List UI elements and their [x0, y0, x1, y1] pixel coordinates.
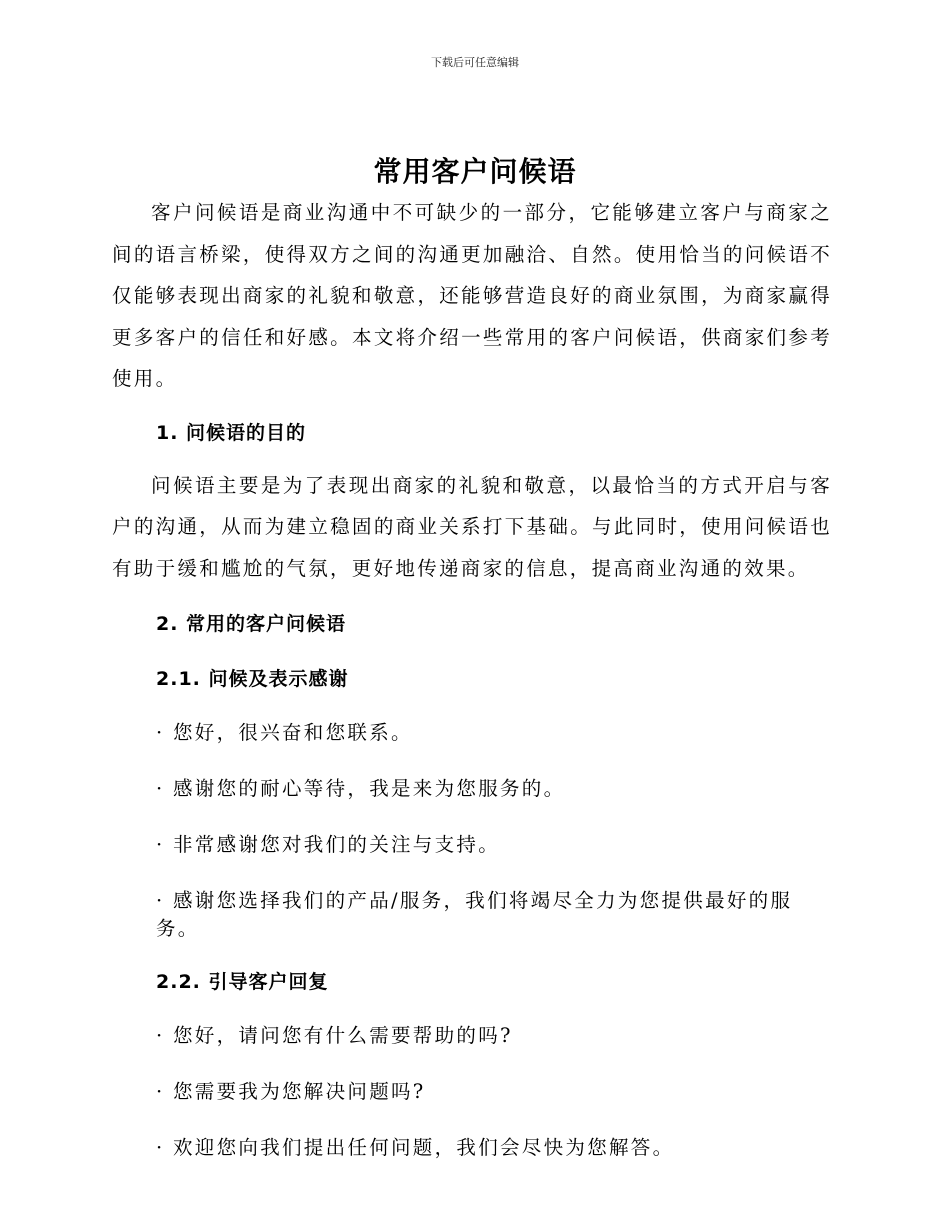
header-note: 下载后可任意编辑: [431, 56, 519, 69]
section-heading-purpose: 1. 问候语的目的: [156, 421, 307, 444]
list-item: · 您需要我为您解决问题吗?: [156, 1080, 426, 1103]
list-item: · 欢迎您向我们提出任何问题，我们会尽快为您解答。: [156, 1136, 675, 1159]
list-item: · 感谢您选择我们的产品/服务，我们将竭尽全力为您提供最好的服务。: [156, 889, 793, 940]
subsection-heading-guide: 2.2. 引导客户回复: [156, 971, 329, 993]
list-item: · 非常感谢您对我们的关注与支持。: [156, 833, 500, 856]
list-item: · 您好，很兴奋和您联系。: [156, 721, 413, 744]
list-item: · 感谢您的耐心等待，我是来为您服务的。: [156, 777, 566, 800]
subsection-heading-thanks: 2.1. 问候及表示感谢: [156, 668, 349, 690]
intro-paragraph: 客户问候语是商业沟通中不可缺少的一部分，它能够建立客户与商家之间的语言桥梁，使得双方之间的沟通更加融洽、自然。使用恰当的问候语不仅能够表现出商家的礼貌和敬意，还能够营造良好的商业氛围，为商家赢得更多客户的信任和好感。本文将介绍一些常用的客户问候语，供商家们参考使用。: [112, 201, 832, 390]
page-title: 常用客户问候语: [373, 155, 577, 188]
list-item: · 您好，请问您有什么需要帮助的吗?: [156, 1024, 513, 1047]
document-body: [112, 192, 832, 1160]
purpose-paragraph: 问候语主要是为了表现出商家的礼貌和敬意，以最恰当的方式开启与客户的沟通，从而为建立稳固的商业关系打下基础。与此同时，使用问候语也有助于缓和尴尬的气氛，更好地传递商家的信息，提高商业沟通的效果。: [112, 473, 832, 580]
section-heading-greetings: 2. 常用的客户问候语: [156, 613, 347, 635]
